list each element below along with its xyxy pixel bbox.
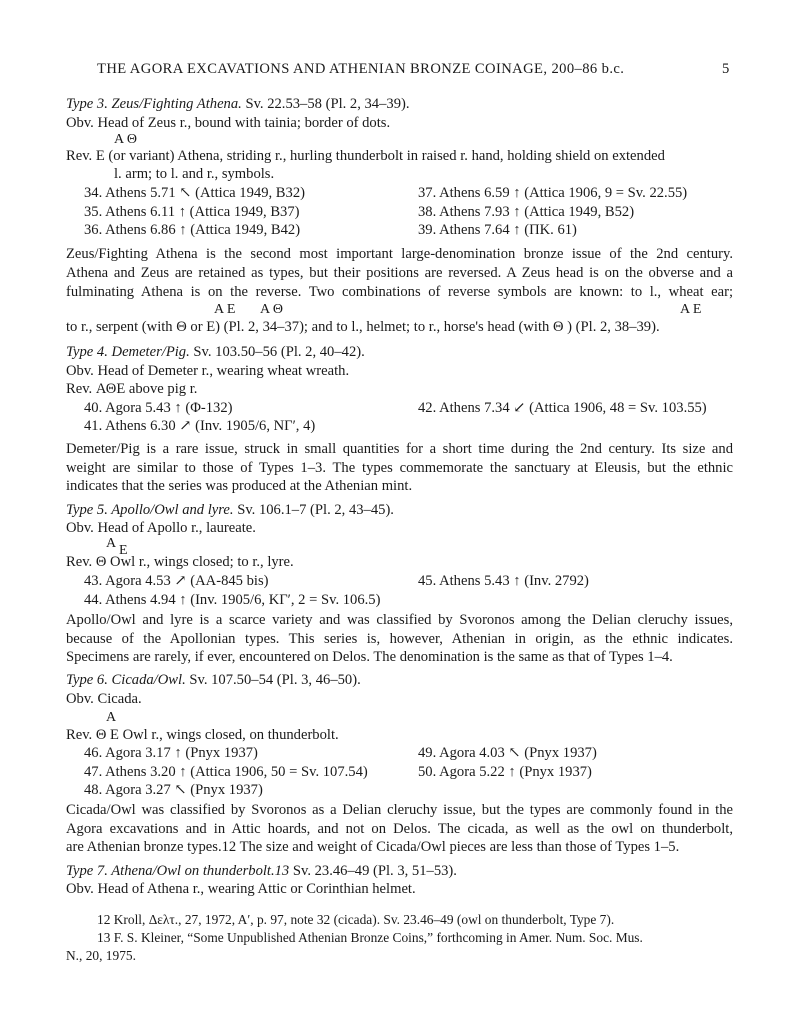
- footnote-13: 13 F. S. Kleiner, “Some Unpublished Athenian Bronze Coins,” forthcoming in Amer. Num. Soc. Mus.: [97, 930, 643, 945]
- type6-heading-line: [66, 671, 361, 689]
- type7-heading: Type 7. Athena/Owl on thunderbolt.13: [66, 863, 290, 879]
- type3-reverse-line1: Rev. E (or variant) Athena, striding r., hurling thunderbolt in raised r. hand, holding shield on extended: [66, 148, 665, 164]
- coin-45: 45. Athens 5.43 ↑ (Inv. 2792): [418, 573, 589, 589]
- type3-reverse-legend-top: A Θ: [114, 132, 137, 147]
- type7-heading-line: [66, 862, 457, 880]
- type6-para-line2: Agora excavations and in Attic hoards, and not on Delos. The cicada, as well as the owl on thunderbolt,: [66, 821, 733, 837]
- running-header-title: THE AGORA EXCAVATIONS AND ATHENIAN BRONZE COINAGE, 200–86 b.c.: [97, 61, 625, 77]
- coin-42: 42. Athens 7.34 ↙ (Attica 1906, 48 = Sv. 103.55): [418, 400, 707, 416]
- type4-heading-line: [66, 343, 365, 361]
- type5-heading: Type 5. Apollo/Owl and lyre.: [66, 502, 234, 518]
- type6-heading: Type 6. Cicada/Owl.: [66, 672, 186, 688]
- coin-37: 37. Athens 6.59 ↑ (Attica 1906, 9 = Sv. 22.55): [418, 185, 688, 201]
- type6-obverse: Obv. Cicada.: [66, 691, 142, 707]
- coin-34: 34. Athens 5.71 ↖ (Attica 1949, B32): [84, 185, 305, 201]
- type3-para-line4: to r., serpent (with Θ or E) (Pl. 2, 34–37); and to l., helmet; to r., horse's head (with Θ ) (Pl. 2, 38–39).: [66, 319, 660, 335]
- footnote-13-cont: N., 20, 1975.: [66, 948, 136, 963]
- type6-reverse-legend-top: A: [106, 710, 117, 725]
- coin-44: 44. Athens 4.94 ↑ (Inv. 1905/6, ΚΓ′, 2 = Sv. 106.5): [84, 592, 381, 608]
- type5-para-line1: Apollo/Owl and lyre is a scarce variety and was classified by Svoronos among the Delian cleruchy issues,: [66, 612, 733, 628]
- page-number: 5: [722, 61, 730, 77]
- type4-para-line2: weight are similar to those of Types 1–3. The types commemorate the sanctuary at Eleusis, but the ethnic: [66, 460, 733, 476]
- type3-heading-line: [66, 95, 410, 113]
- type5-reverse-legend-e: E: [119, 543, 128, 558]
- type5-reverse-legend-top: A: [106, 536, 117, 551]
- coin-43: 43. Agora 4.53 ↗ (ΑΑ-845 bis): [84, 573, 269, 589]
- type6-ref: Sv. 107.50–54 (Pl. 3, 46–50).: [189, 672, 361, 688]
- coin-40: 40. Agora 5.43 ↑ (Φ-132): [84, 400, 233, 416]
- footnote-12: 12 Kroll, Δελτ., 27, 1972, Α′, p. 97, note 32 (cicada). Sv. 23.46–49 (owl on thunderbolt, Type 7).: [97, 912, 615, 927]
- type4-ref: Sv. 103.50–56 (Pl. 2, 40–42).: [193, 344, 365, 360]
- type4-para-line1: Demeter/Pig is a rare issue, struck in small quantities for a short time during the 2nd century. Its size and: [66, 441, 733, 457]
- type3-reverse-line2: l. arm; to l. and r., symbols.: [114, 166, 275, 182]
- type5-obverse: Obv. Head of Apollo r., laureate.: [66, 520, 256, 536]
- type3-obverse: Obv. Head of Zeus r., bound with tainia; border of dots.: [66, 115, 391, 131]
- coin-48: 48. Agora 3.27 ↖ (Pnyx 1937): [84, 782, 263, 798]
- type3-para-legend-2: A Θ: [260, 302, 283, 317]
- type3-para-legend-3: A E: [680, 302, 702, 317]
- type5-para-line3: Specimens are rarely, if ever, encountered on Delos. The denomination is the same as that of Types 1–4.: [66, 649, 673, 665]
- type3-ref: Sv. 22.53–58 (Pl. 2, 34–39).: [245, 96, 410, 112]
- type6-reverse: Rev. Θ E Owl r., wings closed, on thunderbolt.: [66, 727, 339, 743]
- type7-obverse: Obv. Head of Athena r., wearing Attic or Corinthian helmet.: [66, 881, 416, 897]
- type4-obverse: Obv. Head of Demeter r., wearing wheat wreath.: [66, 363, 350, 379]
- coin-39: 39. Athens 7.64 ↑ (ΠΚ. 61): [418, 222, 577, 238]
- type3-para-line2: Athena and Zeus are retained as types, but their positions are reversed. A Zeus head is on the obverse and a: [66, 265, 733, 281]
- type4-reverse: Rev. ΑΘΕ above pig r.: [66, 381, 198, 397]
- coin-49: 49. Agora 4.03 ↖ (Pnyx 1937): [418, 745, 597, 761]
- coin-38: 38. Athens 7.93 ↑ (Attica 1949, B52): [418, 204, 635, 220]
- type3-para-line1: Zeus/Fighting Athena is the second most important large-denomination bronze issue of the 2nd century.: [66, 246, 733, 262]
- type6-para-line3: are Athenian bronze types.12 The size and weight of Cicada/Owl pieces are less than those of Types 1–5.: [66, 839, 680, 855]
- type7-ref: Sv. 23.46–49 (Pl. 3, 51–53).: [292, 863, 457, 879]
- coin-41: 41. Athens 6.30 ↗ (Inv. 1905/6, ΝΓ′, 4): [84, 418, 316, 434]
- coin-50: 50. Agora 5.22 ↑ (Pnyx 1937): [418, 764, 592, 780]
- type5-heading-line: [66, 501, 394, 519]
- type6-para-line1: Cicada/Owl was classified by Svoronos as a Delian cleruchy issue, but the types are commonly found in the: [66, 802, 733, 818]
- type4-heading: Type 4. Demeter/Pig.: [66, 344, 190, 360]
- type3-heading: Type 3. Zeus/Fighting Athena.: [66, 96, 242, 112]
- type4-para-line3: indicates that the series was produced at the Athenian mint.: [66, 478, 413, 494]
- type3-para-legend-1: A E: [214, 302, 236, 317]
- type5-ref: Sv. 106.1–7 (Pl. 2, 43–45).: [237, 502, 394, 518]
- type3-para-line3: fulminating Athena is on the reverse. Two combinations of reverse symbols are known: to l., wheat ear;: [66, 284, 733, 300]
- type5-reverse: Rev. Θ Owl r., wings closed; to r., lyre.: [66, 554, 294, 570]
- type5-para-line2: because of the Apollonian types. This series is, however, Athenian in origin, as the ethnic indicates.: [66, 631, 733, 647]
- coin-36: 36. Athens 6.86 ↑ (Attica 1949, B42): [84, 222, 301, 238]
- coin-35: 35. Athens 6.11 ↑ (Attica 1949, B37): [84, 204, 300, 220]
- coin-47: 47. Athens 3.20 ↑ (Attica 1906, 50 = Sv. 107.54): [84, 764, 368, 780]
- coin-46: 46. Agora 3.17 ↑ (Pnyx 1937): [84, 745, 258, 761]
